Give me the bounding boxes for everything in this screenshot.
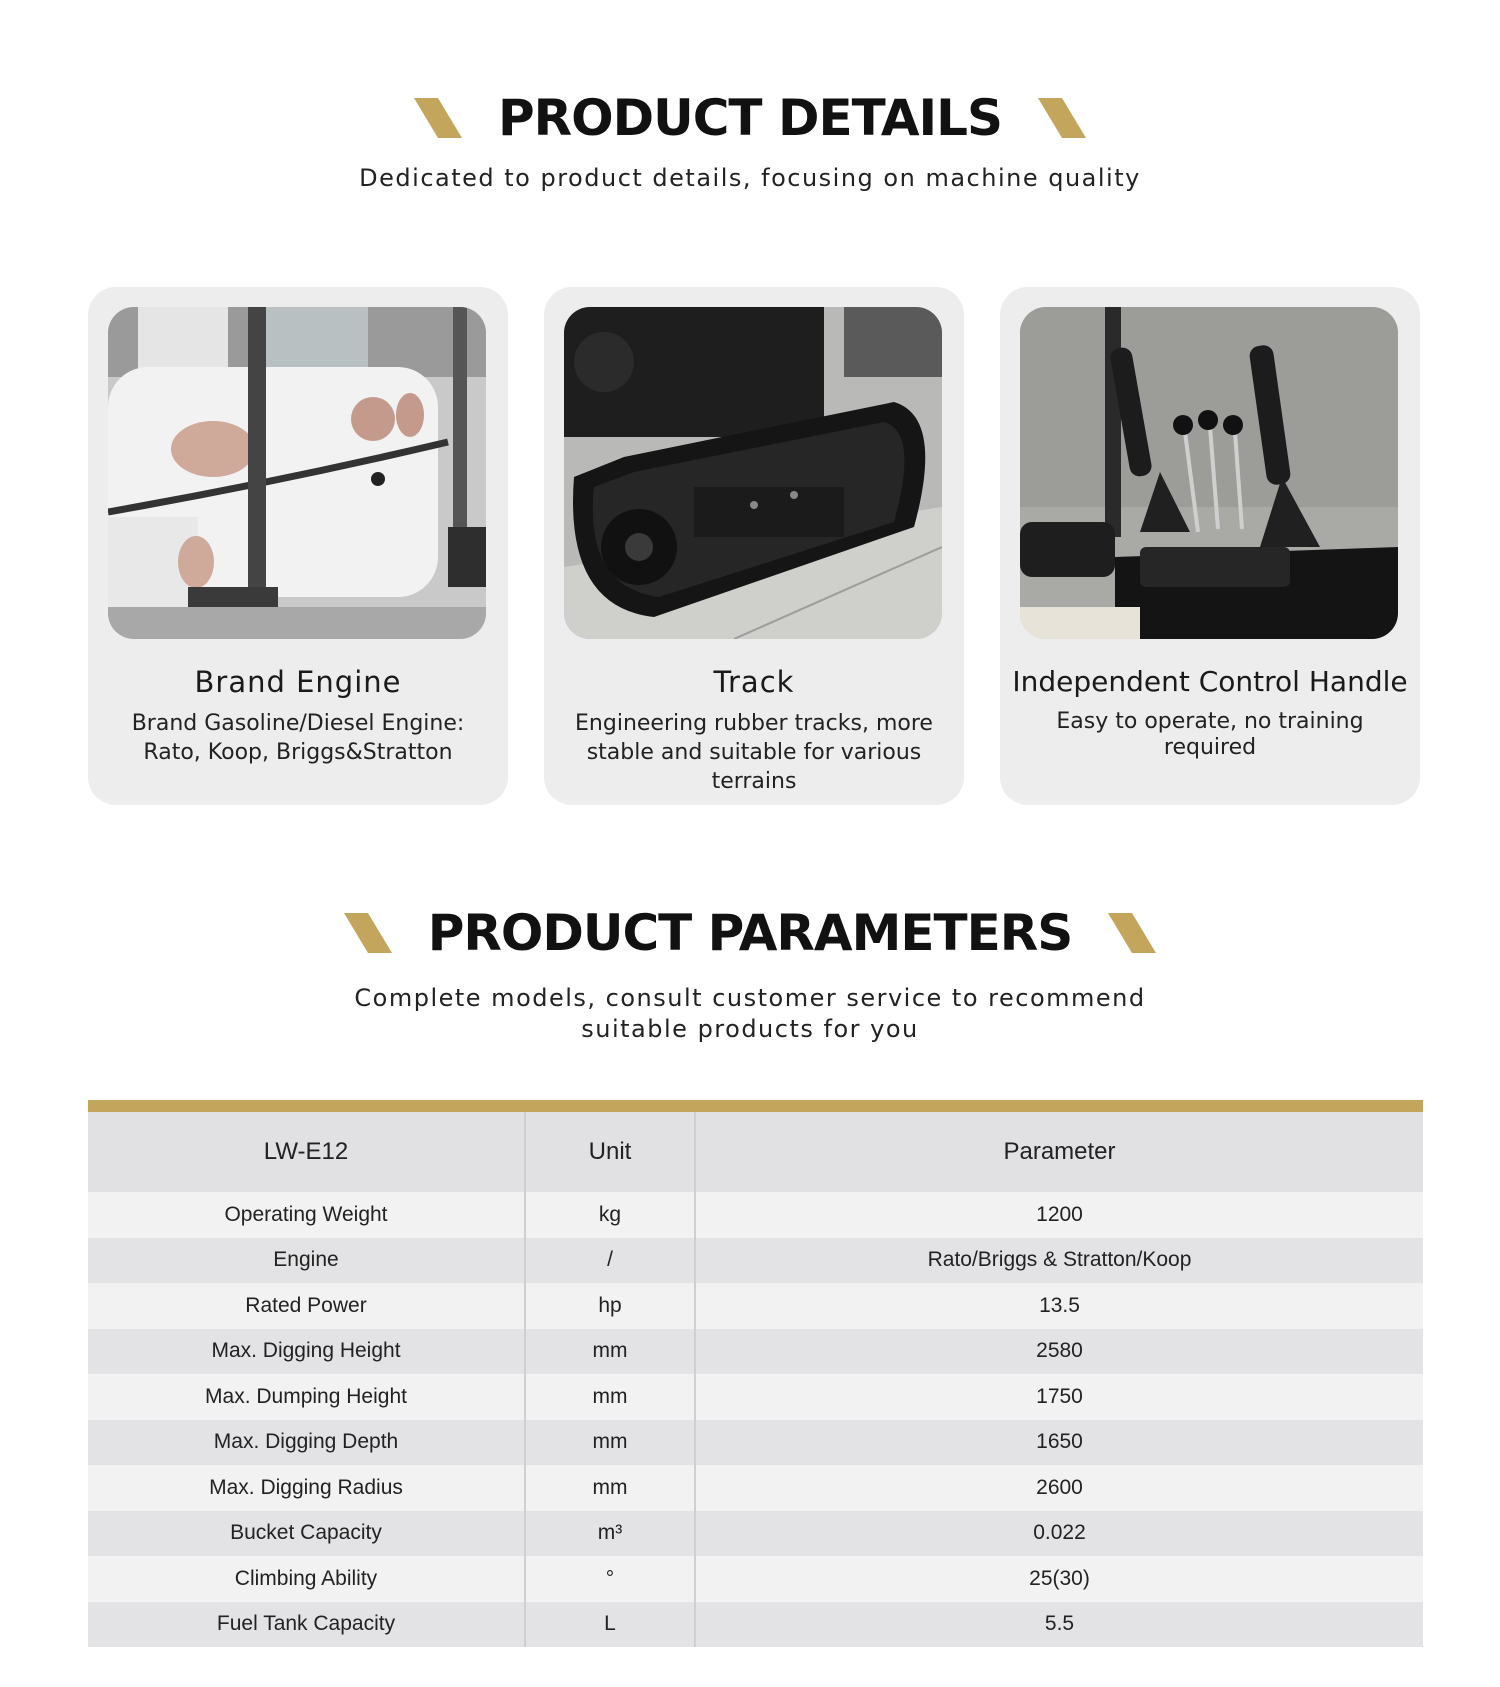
rubber-track-image <box>564 307 942 639</box>
engine-cover-image <box>108 307 486 639</box>
parameters-table <box>88 1100 1423 1647</box>
row-label: Max. Digging Depth <box>88 1420 525 1466</box>
control-handle-image <box>1020 307 1398 639</box>
row-value: 0.022 <box>695 1511 1423 1557</box>
card-title: Independent Control Handle <box>1012 665 1408 698</box>
row-unit: mm <box>525 1420 695 1466</box>
card-description: Brand Gasoline/Diesel Engine: Rato, Koop, Briggs&Stratton <box>131 711 465 765</box>
table-row <box>88 1420 1423 1466</box>
table-row <box>88 1283 1423 1329</box>
left-slash-decoration-icon <box>344 913 392 953</box>
right-slash-decoration-icon <box>1108 913 1156 953</box>
feature-card-track <box>544 287 964 805</box>
table-row <box>88 1602 1423 1648</box>
product-parameters-header <box>0 903 1500 1045</box>
row-label: Max. Digging Height <box>88 1329 525 1375</box>
row-unit: hp <box>525 1283 695 1329</box>
row-unit: L <box>525 1602 695 1648</box>
left-slash-decoration-icon <box>414 98 462 138</box>
row-value: 2600 <box>695 1465 1423 1511</box>
table-row <box>88 1511 1423 1557</box>
table-row <box>88 1238 1423 1284</box>
row-value: 2580 <box>695 1329 1423 1375</box>
section-title: PRODUCT PARAMETERS <box>427 904 1073 962</box>
row-label: Operating Weight <box>88 1192 525 1238</box>
product-details-header <box>0 88 1500 194</box>
row-value: 1200 <box>695 1192 1423 1238</box>
row-value: 13.5 <box>695 1283 1423 1329</box>
row-unit: m³ <box>525 1511 695 1557</box>
row-value: 5.5 <box>695 1602 1423 1648</box>
header-parameter: Parameter <box>695 1112 1423 1192</box>
right-slash-decoration-icon <box>1038 98 1086 138</box>
feature-card-brand-engine <box>88 287 508 805</box>
card-description: Easy to operate, no training required <box>1056 709 1364 760</box>
row-unit: ° <box>525 1556 695 1602</box>
row-value: 25(30) <box>695 1556 1423 1602</box>
table-row <box>88 1556 1423 1602</box>
row-unit: mm <box>525 1465 695 1511</box>
row-value: Rato/Briggs & Stratton/Koop <box>695 1238 1423 1284</box>
header-unit: Unit <box>525 1112 695 1192</box>
feature-card-control-handle <box>1000 287 1420 805</box>
section-subtitle: Complete models, consult customer service to recommend suitable products for you <box>354 984 1146 1043</box>
row-label: Max. Dumping Height <box>88 1374 525 1420</box>
row-value: 1650 <box>695 1420 1423 1466</box>
table-header-row <box>88 1112 1423 1192</box>
row-label: Engine <box>88 1238 525 1284</box>
row-unit: kg <box>525 1192 695 1238</box>
row-label: Climbing Ability <box>88 1556 525 1602</box>
table-top-accent-bar <box>88 1100 1423 1112</box>
table-row <box>88 1329 1423 1375</box>
feature-cards <box>88 287 1418 805</box>
row-value: 1750 <box>695 1374 1423 1420</box>
card-description: Engineering rubber tracks, more stable and suitable for various terrains <box>575 711 933 794</box>
table-row <box>88 1465 1423 1511</box>
card-title: Track <box>713 665 795 699</box>
row-unit: mm <box>525 1329 695 1375</box>
table-row <box>88 1374 1423 1420</box>
row-label: Fuel Tank Capacity <box>88 1602 525 1648</box>
row-label: Rated Power <box>88 1283 525 1329</box>
table-row <box>88 1192 1423 1238</box>
row-unit: mm <box>525 1374 695 1420</box>
section-subtitle: Dedicated to product details, focusing on machine quality <box>359 164 1141 192</box>
row-label: Max. Digging Radius <box>88 1465 525 1511</box>
row-label: Bucket Capacity <box>88 1511 525 1557</box>
card-title: Brand Engine <box>194 665 402 699</box>
row-unit: / <box>525 1238 695 1284</box>
section-title: PRODUCT DETAILS <box>497 89 1003 147</box>
header-model: LW-E12 <box>88 1112 525 1192</box>
